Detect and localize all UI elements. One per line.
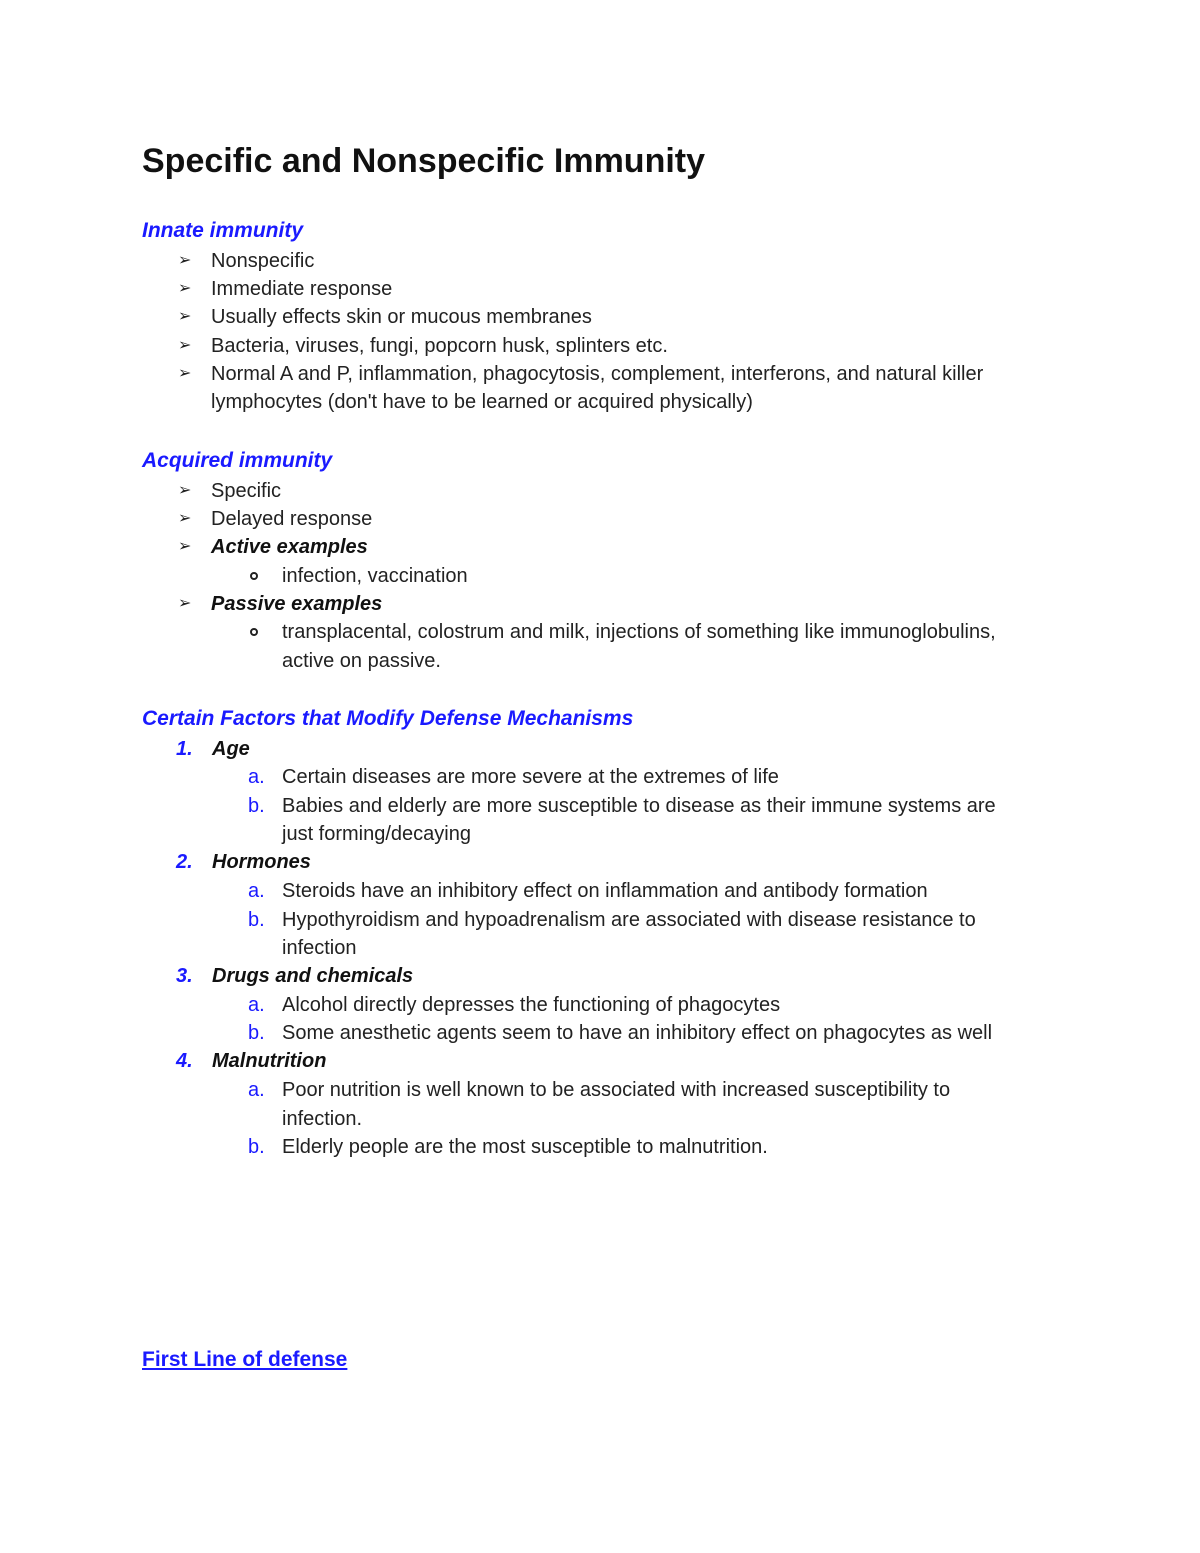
arrow-bullet-icon: ➢ bbox=[178, 365, 192, 382]
list-letter: a. bbox=[248, 1079, 265, 1101]
list-item: Nonspecific bbox=[211, 250, 315, 272]
section-heading-innate: Innate immunity bbox=[142, 219, 304, 242]
list-number: 3. bbox=[176, 965, 193, 987]
factor-label-age: Age bbox=[212, 738, 250, 760]
sub-list-item: transplacental, colostrum and milk, injections of something like immunoglobulins, bbox=[282, 621, 996, 643]
factor-line-continuation: infection. bbox=[282, 1108, 363, 1130]
factor-label-drugs: Drugs and chemicals bbox=[212, 965, 414, 987]
list-number: 2. bbox=[176, 851, 193, 873]
factor-line-continuation: infection bbox=[282, 937, 357, 959]
page-title: Specific and Nonspecific Immunity bbox=[142, 142, 706, 180]
list-item: Immediate response bbox=[211, 278, 393, 300]
factor-line: Some anesthetic agents seem to have an inhibitory effect on phagocytes as well bbox=[282, 1022, 993, 1044]
list-item: Delayed response bbox=[211, 508, 373, 530]
section-heading-first-line[interactable]: First Line of defense bbox=[142, 1348, 348, 1371]
factor-line: Steroids have an inhibitory effect on inflammation and antibody formation bbox=[282, 880, 928, 902]
arrow-bullet-icon: ➢ bbox=[178, 280, 192, 297]
circle-bullet-icon bbox=[250, 628, 258, 636]
list-item-passive-examples: Passive examples bbox=[211, 593, 383, 615]
list-letter: a. bbox=[248, 994, 265, 1016]
factor-line: Alcohol directly depresses the functioning of phagocytes bbox=[282, 994, 781, 1016]
list-number: 4. bbox=[176, 1050, 193, 1072]
sub-list-item-continuation: active on passive. bbox=[282, 650, 441, 672]
arrow-bullet-icon: ➢ bbox=[178, 595, 192, 612]
factor-line: Hypothyroidism and hypoadrenalism are associated with disease resistance to bbox=[282, 909, 976, 931]
factor-line: Poor nutrition is well known to be associated with increased susceptibility to bbox=[282, 1079, 951, 1101]
factor-label-hormones: Hormones bbox=[212, 851, 311, 873]
factor-line: Elderly people are the most susceptible to malnutrition. bbox=[282, 1136, 768, 1158]
arrow-bullet-icon: ➢ bbox=[178, 538, 192, 555]
factor-line-continuation: just forming/decaying bbox=[282, 823, 471, 845]
section-heading-factors: Certain Factors that Modify Defense Mechanisms bbox=[142, 707, 634, 730]
factor-line: Certain diseases are more severe at the extremes of life bbox=[282, 766, 779, 788]
list-number: 1. bbox=[176, 738, 193, 760]
sub-list-item: infection, vaccination bbox=[282, 565, 468, 587]
arrow-bullet-icon: ➢ bbox=[178, 337, 192, 354]
list-item: Bacteria, viruses, fungi, popcorn husk, splinters etc. bbox=[211, 335, 668, 357]
arrow-bullet-icon: ➢ bbox=[178, 510, 192, 527]
list-letter: b. bbox=[248, 909, 265, 931]
factor-line: Babies and elderly are more susceptible to disease as their immune systems are bbox=[282, 795, 996, 817]
arrow-bullet-icon: ➢ bbox=[178, 252, 192, 269]
list-letter: a. bbox=[248, 766, 265, 788]
arrow-bullet-icon: ➢ bbox=[178, 482, 192, 499]
list-item: Specific bbox=[211, 480, 282, 502]
list-item-active-examples: Active examples bbox=[211, 536, 368, 558]
list-item: Normal A and P, inflammation, phagocytosis, complement, interferons, and natural killer bbox=[211, 363, 984, 385]
list-item: Usually effects skin or mucous membranes bbox=[211, 306, 592, 328]
list-letter: b. bbox=[248, 1022, 265, 1044]
list-letter: b. bbox=[248, 1136, 265, 1158]
arrow-bullet-icon: ➢ bbox=[178, 308, 192, 325]
list-item-continuation: lymphocytes (don't have to be learned or acquired physically) bbox=[211, 391, 753, 413]
circle-bullet-icon bbox=[250, 572, 258, 580]
section-heading-acquired: Acquired immunity bbox=[142, 449, 333, 472]
list-letter: a. bbox=[248, 880, 265, 902]
factor-label-malnutrition: Malnutrition bbox=[212, 1050, 327, 1072]
list-letter: b. bbox=[248, 795, 265, 817]
